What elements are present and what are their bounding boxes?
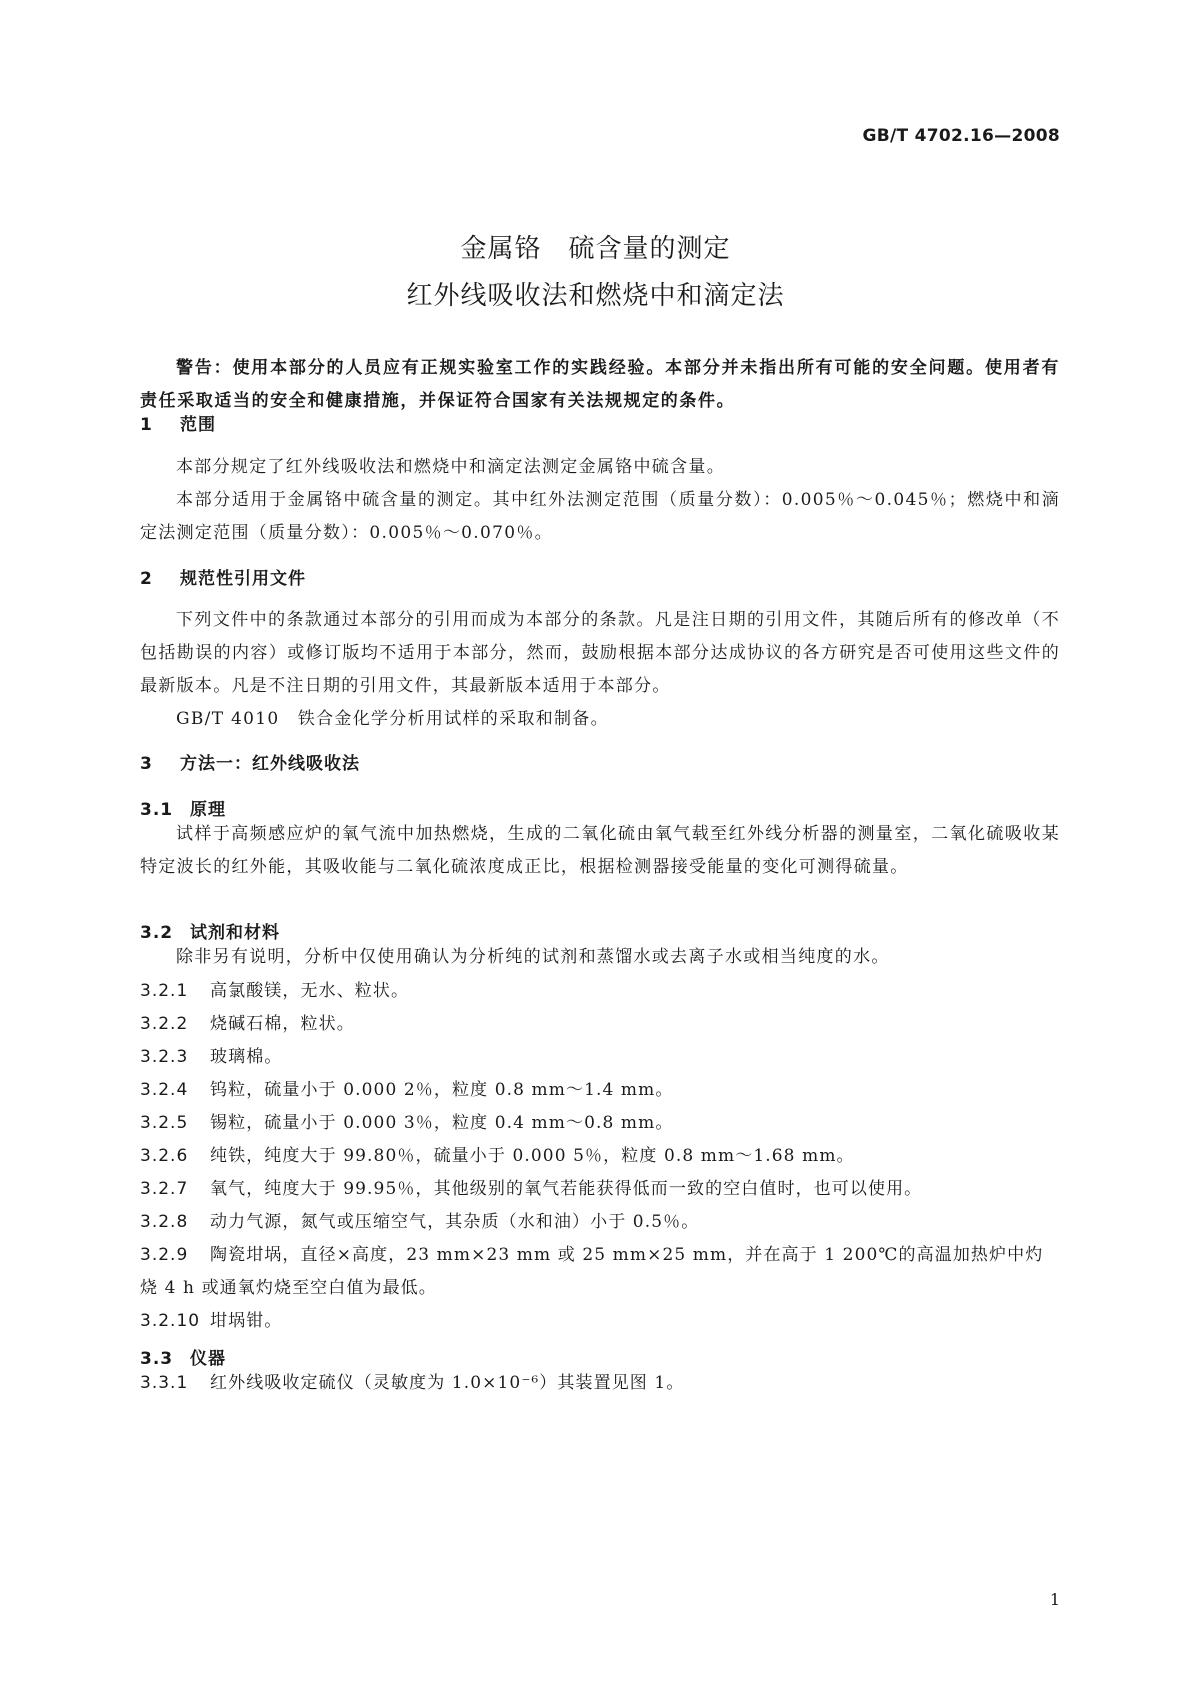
item-number: 3.2.10 <box>140 1311 201 1331</box>
item-text: 纯铁，纯度大于 99.80％，硫量小于 0.000 5％，粒度 0.8 mm～1.68 mm。 <box>210 1146 855 1166</box>
normative-reference-item: GB/T 4010 铁合金化学分析用试样的采取和制备。 <box>176 709 609 729</box>
reagents-intro-paragraph: 除非另有说明，分析中仅使用确认为分析纯的试剂和蒸馏水或去离子水或相当纯度的水。 <box>176 947 890 967</box>
item-number: 3.2.3 <box>140 1047 189 1067</box>
item-text: 红外线吸收定硫仪（灵敏度为 1.0×10⁻⁶）其装置见图 1。 <box>210 1373 685 1393</box>
section-3-heading <box>140 749 360 774</box>
section-3-2-heading <box>140 918 280 943</box>
item-text: 锡粒，硫量小于 0.000 3％，粒度 0.4 mm～0.8 mm。 <box>210 1113 674 1133</box>
item-number: 3.2.7 <box>140 1179 189 1199</box>
item-text: 动力气源，氮气或压缩空气，其杂质（水和油）小于 0.5％。 <box>210 1212 700 1232</box>
item-text: 玻璃棉。 <box>210 1047 283 1067</box>
normative-references-paragraph: 下列文件中的条款通过本部分的引用而成为本部分的条款。凡是注日期的引用文件，其随后所有的修改单（不包括勘误的内容）或修订版均不适用于本部分，然而，鼓励根据本部分达成协议的各方研究是否可使用这些文件的最新版本。凡是不注日期的引用文件，其最新版本适用于本部分。 <box>140 610 1060 696</box>
reagent-item <box>140 1140 1060 1173</box>
item-number: 3.2.9 <box>140 1245 189 1265</box>
section-3-1-heading <box>140 795 226 820</box>
item-text: 烧碱石棉，粒状。 <box>210 1014 355 1034</box>
scope-paragraph-2: 本部分适用于金属铬中硫含量的测定。其中红外法测定范围（质量分数）：0.005％～0.045％；燃烧中和滴定法测定范围（质量分数）：0.005％～0.070％。 <box>140 490 1060 543</box>
item-number: 3.2.6 <box>140 1146 189 1166</box>
principle-paragraph: 试样于高频感应炉的氧气流中加热燃烧，生成的二氧化硫由氧气载至红外线分析器的测量室，二氧化硫吸收某特定波长的红外能，其吸收能与二氧化硫浓度成正比，根据检测器接受能量的变化可测得硫量。 <box>140 824 1060 877</box>
section-number: 2 <box>140 569 153 589</box>
section-2-heading <box>140 564 306 589</box>
item-number: 3.2.2 <box>140 1014 189 1034</box>
reagent-item <box>140 1305 1060 1338</box>
item-number: 3.2.5 <box>140 1113 189 1133</box>
item-text: 氧气，纯度大于 99.95％，其他级别的氧气若能获得低而一致的空白值时，也可以使用。 <box>210 1179 923 1199</box>
apparatus-item <box>140 1367 1060 1400</box>
item-text: 钨粒，硫量小于 0.000 2％，粒度 0.8 mm～1.4 mm。 <box>210 1080 674 1100</box>
section-title: 原理 <box>190 800 226 820</box>
reagent-item <box>140 1041 1060 1074</box>
section-3-3-heading <box>140 1344 226 1369</box>
item-number: 3.2.1 <box>140 981 189 1001</box>
section-title: 范围 <box>180 415 216 435</box>
item-text: 陶瓷坩埚，直径×高度，23 mm×23 mm 或 25 mm×25 mm，并在高于 1 200℃的高温加热炉中灼烧 4 h 或通氧灼烧至空白值为最低。 <box>140 1245 1044 1298</box>
scope-paragraph-1: 本部分规定了红外线吸收法和燃烧中和滴定法测定金属铬中硫含量。 <box>176 457 725 477</box>
reagent-item <box>140 1206 1060 1239</box>
reagent-item <box>140 1074 1060 1107</box>
title-line-1: 金属铬 硫含量的测定 <box>460 234 731 264</box>
section-title: 规范性引用文件 <box>180 569 306 589</box>
reagent-item <box>140 1008 1060 1041</box>
item-text: 高氯酸镁，无水、粒状。 <box>210 981 410 1001</box>
section-title: 仪器 <box>190 1349 226 1369</box>
section-title: 试剂和材料 <box>190 923 280 943</box>
item-number: 3.3.1 <box>140 1373 189 1393</box>
safety-warning: 警告：使用本部分的人员应有正规实验室工作的实践经验。本部分并未指出所有可能的安全问题。使用者有责任采取适当的安全和健康措施，并保证符合国家有关法规规定的条件。 <box>140 358 1060 411</box>
standard-number: GB/T 4702.16—2008 <box>862 126 1060 146</box>
page-number: 1 <box>1049 1590 1060 1609</box>
section-number: 3 <box>140 754 153 774</box>
item-text: 坩埚钳。 <box>210 1311 283 1331</box>
title-line-2: 红外线吸收法和燃烧中和滴定法 <box>406 281 785 311</box>
section-number: 3.1 <box>140 800 174 820</box>
section-number: 1 <box>140 415 153 435</box>
reagent-item <box>140 1173 1060 1206</box>
item-number: 3.2.4 <box>140 1080 189 1100</box>
reagent-item <box>140 975 1060 1008</box>
reagent-item <box>140 1239 1060 1305</box>
section-1-heading <box>140 410 216 435</box>
section-number: 3.2 <box>140 923 174 943</box>
item-number: 3.2.8 <box>140 1212 189 1232</box>
section-number: 3.3 <box>140 1349 174 1369</box>
section-title: 方法一：红外线吸收法 <box>180 754 360 774</box>
reagent-item <box>140 1107 1060 1140</box>
